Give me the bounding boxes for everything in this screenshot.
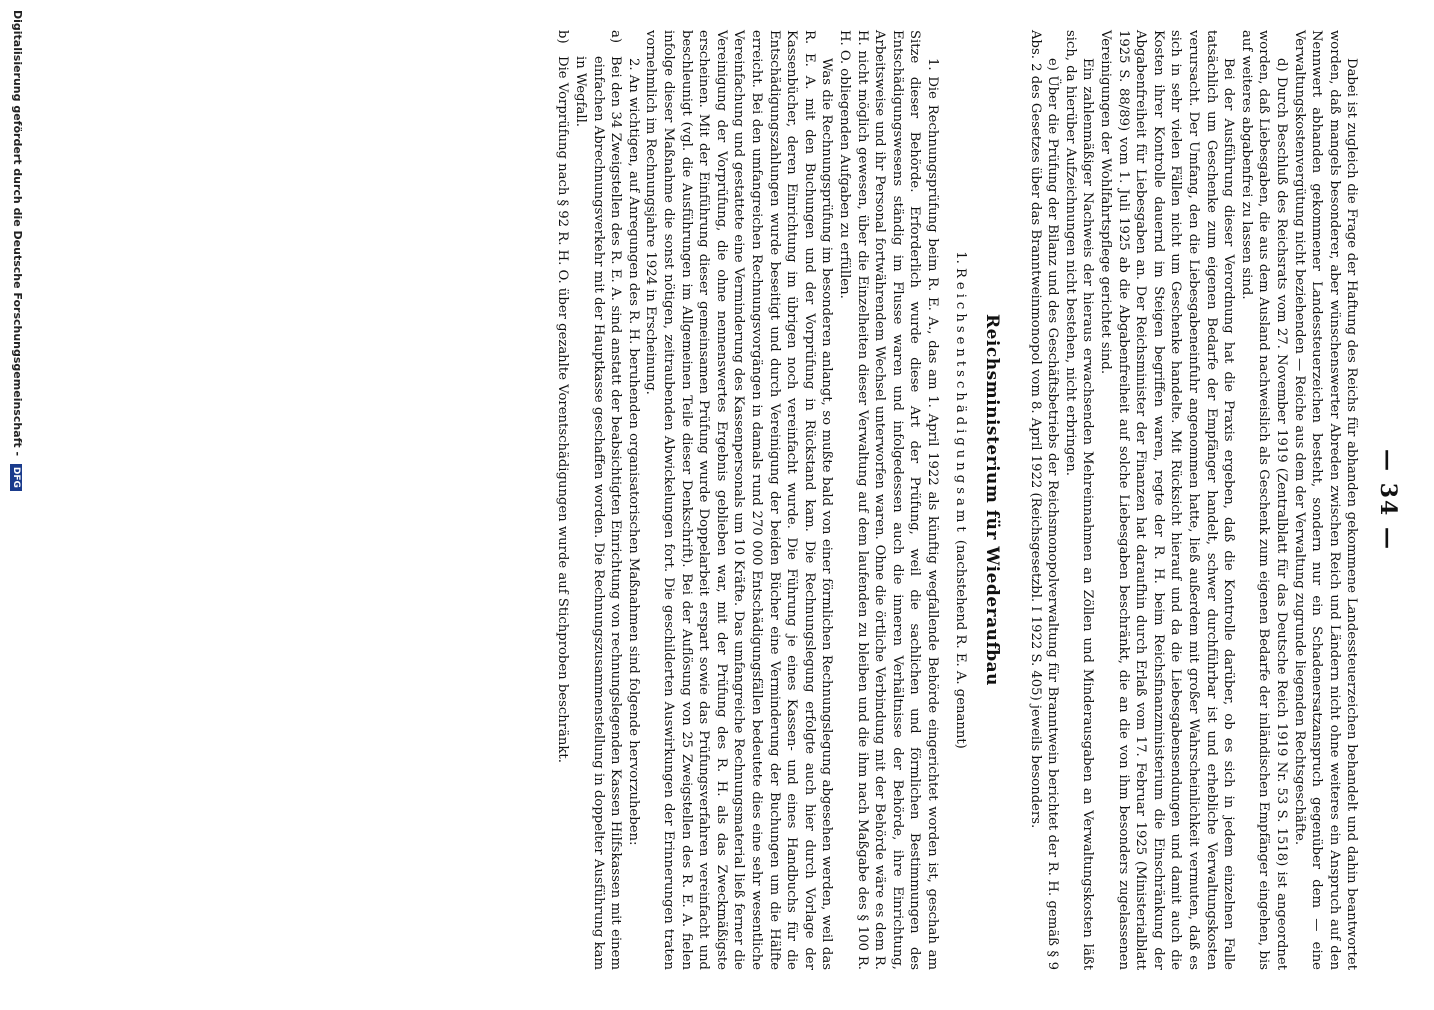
- section-heading: Reichsministerium für Wiederaufbau: [982, 313, 1003, 687]
- list-item-text: Die Vorprüfung nach § 92 R. H. O. über gezahlte Vorentschädigungen wurde auf Stichproben beschränkt.: [555, 56, 571, 763]
- paragraph: Was die Rechnungsprüfung im besonderen anlangt, so mußte bald von einer förmlichen Rechnungslegung abgesehen werden, weil das R. E. A. mit den Buchungen und der Vorprüfung in Rückstand kam. Die Rechnungslegung erfolgte auch hier durch Vorlage der Kassenbücher, deren Einrichtung im übrigen noch vereinfacht wurde. Die Führung je eines Kassen- und eines Handbuchs für die Entschädigungszahlungen wurde beseitigt und durch Vereinigung der beiden Bücher eine Verminderung der Buchungen um die Hälfte erreicht. Bei den umfangreichen Rechnungsvorgängen in damals rund 270 000 Entschädigungsfällen bedeutete dies eine sehr wesentliche Vereinfachung und gestattete eine Verminderung des Kassenpersonals um 10 Kräfte. Das umfangreiche Rechnungsmaterial ließ ferner die Vereinigung der Vorprüfung, die ohne nennenswertes Ergebnis geblieben war, mit der Prüfung des R. H. als das Zweckmäßigste erscheinen. Mit der Einführung dieser gemeinsamen Prüfung wurde Doppelarbeit erspart sowie das Prüfungsverfahren vereinfacht und beschleunigt (vgl. die Ausführungen im Allgemeinen Teile dieser Denkschrift). Bei der Auflösung von 25 Zweigstellen des R. E. A. fielen infolge dieser Maßnahme die sonst nötigen, zeitraubenden Abwickelungen fort. Die geschilderten Auswirkungen der Erinnerungen traten vornehmlich im Rechnungsjahre 1924 in Erscheinung.: [643, 30, 835, 970]
- list-item: [571, 30, 624, 970]
- section-subheading: [951, 30, 969, 970]
- dfg-logo: DFG: [10, 464, 22, 491]
- list-item-text: Bei den 34 Zweigstellen des R. E. A. sind anstatt der beabsichtigten Einrichtung von rechnungslegenden Kassen Hilfskassen mit einem einfachen Abrechnungsverkehr mit der Hauptkasse geschaffen worden. Die Rechnungszusammenstellung in doppelter Ausführung kam in Wegfall.: [573, 56, 624, 970]
- footer-text: Digitalisierung gefördert durch die Deutsche Forschungsgemeinschaft -: [11, 10, 24, 457]
- paragraph: Ein zahlenmäßiger Nachweis der hieraus erwachsenden Mehreinnahmen an Zöllen und Minderausgaben an Verwaltungskosten läßt sich, da hierüber Aufzeichnungen nicht bestehen, nicht erbringen.: [1062, 30, 1096, 970]
- paragraph: d) Durch Beschluß des Reichsrats vom 27. November 1919 (Zentralblatt für das Deutsche Reich 1919 Nr. 53 S. 1518) ist angeordnet worden, daß Liebesgaben, die aus dem Ausland nachweislich als Geschenk zum eigenen Bedarfe der inländischen Empfänger eingehen, bis auf weiteres abgabenfrei zu lassen sind.: [1238, 30, 1290, 970]
- subheading-number: 1.: [952, 251, 968, 264]
- list-item: [554, 30, 572, 970]
- subheading-note: (nachstehend R. E. A. genannt): [952, 539, 968, 749]
- subheading-title: Reichsentschädigungsamt: [952, 267, 968, 536]
- page-number: — 34 —: [1375, 449, 1401, 551]
- paragraph: Bei der Ausführung dieser Verordnung hat die Praxis ergeben, daß die Kontrolle darüber, ob es sich in jedem einzelnen Falle tatsächlich um Geschenke zum eigenen Bedarfe der Empfänger handelt, schwer durchführbar ist und erhebliche Verwaltungskosten verursacht. Der Umfang, den die Liebesgabeneinfuhr angenommen hatte, ließ außerdem mit großer Wahrscheinlichkeit vermuten, daß es sich in sehr vielen Fällen nicht um Geschenke handelte. Mit Rücksicht hierauf und da die Liebesgabensendungen und damit auch die Kosten ihrer Kontrolle dauernd im Steigen begriffen waren, regte der R. H. beim Reichsfinanzministerium die Einschränkung der Abgabenfreiheit für Liebesgaben an. Der Reichsminister der Finanzen hat daraufhin durch Erlaß vom 17. Februar 1925 (Ministerialblatt 1925 S. 88/89) vom 1. Juli 1925 ab die Abgabenfreiheit auf solche Liebesgaben beschränkt, die an die von ihm besonders zugelassenen Vereinigungen der Wohlfahrtspflege gerichtet sind.: [1098, 30, 1237, 970]
- paragraph: 2. An wichtigen, auf Anregungen des R. H. beruhenden organisatorischen Maßnahmen sind folgende hervorzuheben:: [625, 58, 641, 846]
- paragraph: e) Über die Prüfung der Bilanz und des Geschäftsbetriebs der Reichsmonopolverwaltung für Branntwein berichtet der R. H. gemäß § 9 Abs. 2 des Gesetzes über das Branntweinmonopol vom 8. April 1922 (Reichsgesetzbl. I 1922 S. 405) jeweils besonders.: [1027, 30, 1061, 970]
- page-content: [554, 30, 1404, 970]
- list-item-label: a): [608, 30, 624, 44]
- paragraph: 1. Die Rechnungsprüfung beim R. E. A., das am 1. April 1922 als künftig wegfallende Behörde eingerichtet worden ist, geschah am Sitze dieser Behörde. Erforderlich wurde diese Art der Prüfung, weil die sachlichen und förmlichen Bestimmungen des Entschädigungswesens ständig im Flusse waren und infolgedessen auch die inneren Verhältnisse der Behörde, ihre Einrichtung, Arbeitsweise und ihr Personal fortwährendem Wechsel unterworfen waren. Ohne die örtliche Verbindung mit der Behörde wäre es dem R. H. nicht möglich gewesen, über die Einzelheiten dieser Verwaltung auf dem laufenden zu bleiben und die ihm nach Maßgabe des § 100 R. H. O. obliegenden Aufgaben zu erfüllen.: [836, 30, 940, 970]
- digitization-footer: [10, 0, 24, 1010]
- list-item-label: b): [555, 30, 571, 44]
- paragraph: Dabei ist zugleich die Frage der Haftung des Reichs für abhanden gekommene Landessteuerzeichen behandelt und dahin beantwortet worden, daß mangels besonderer, aber wünschenswerter Abreden zwischen Reich und Ländern nicht ohne weiteres ein Anspruch auf den Nennwert abhanden gekommener Landessteuerzeichen besteht, sondern nur ein Schadenersatzanspruch gegenüber dem — eine Verwaltungskostenvergütung nicht beziehenden — Reiche aus dem der Verwaltung zugrunde liegenden Rechtsgeschäfte.: [1291, 30, 1360, 970]
